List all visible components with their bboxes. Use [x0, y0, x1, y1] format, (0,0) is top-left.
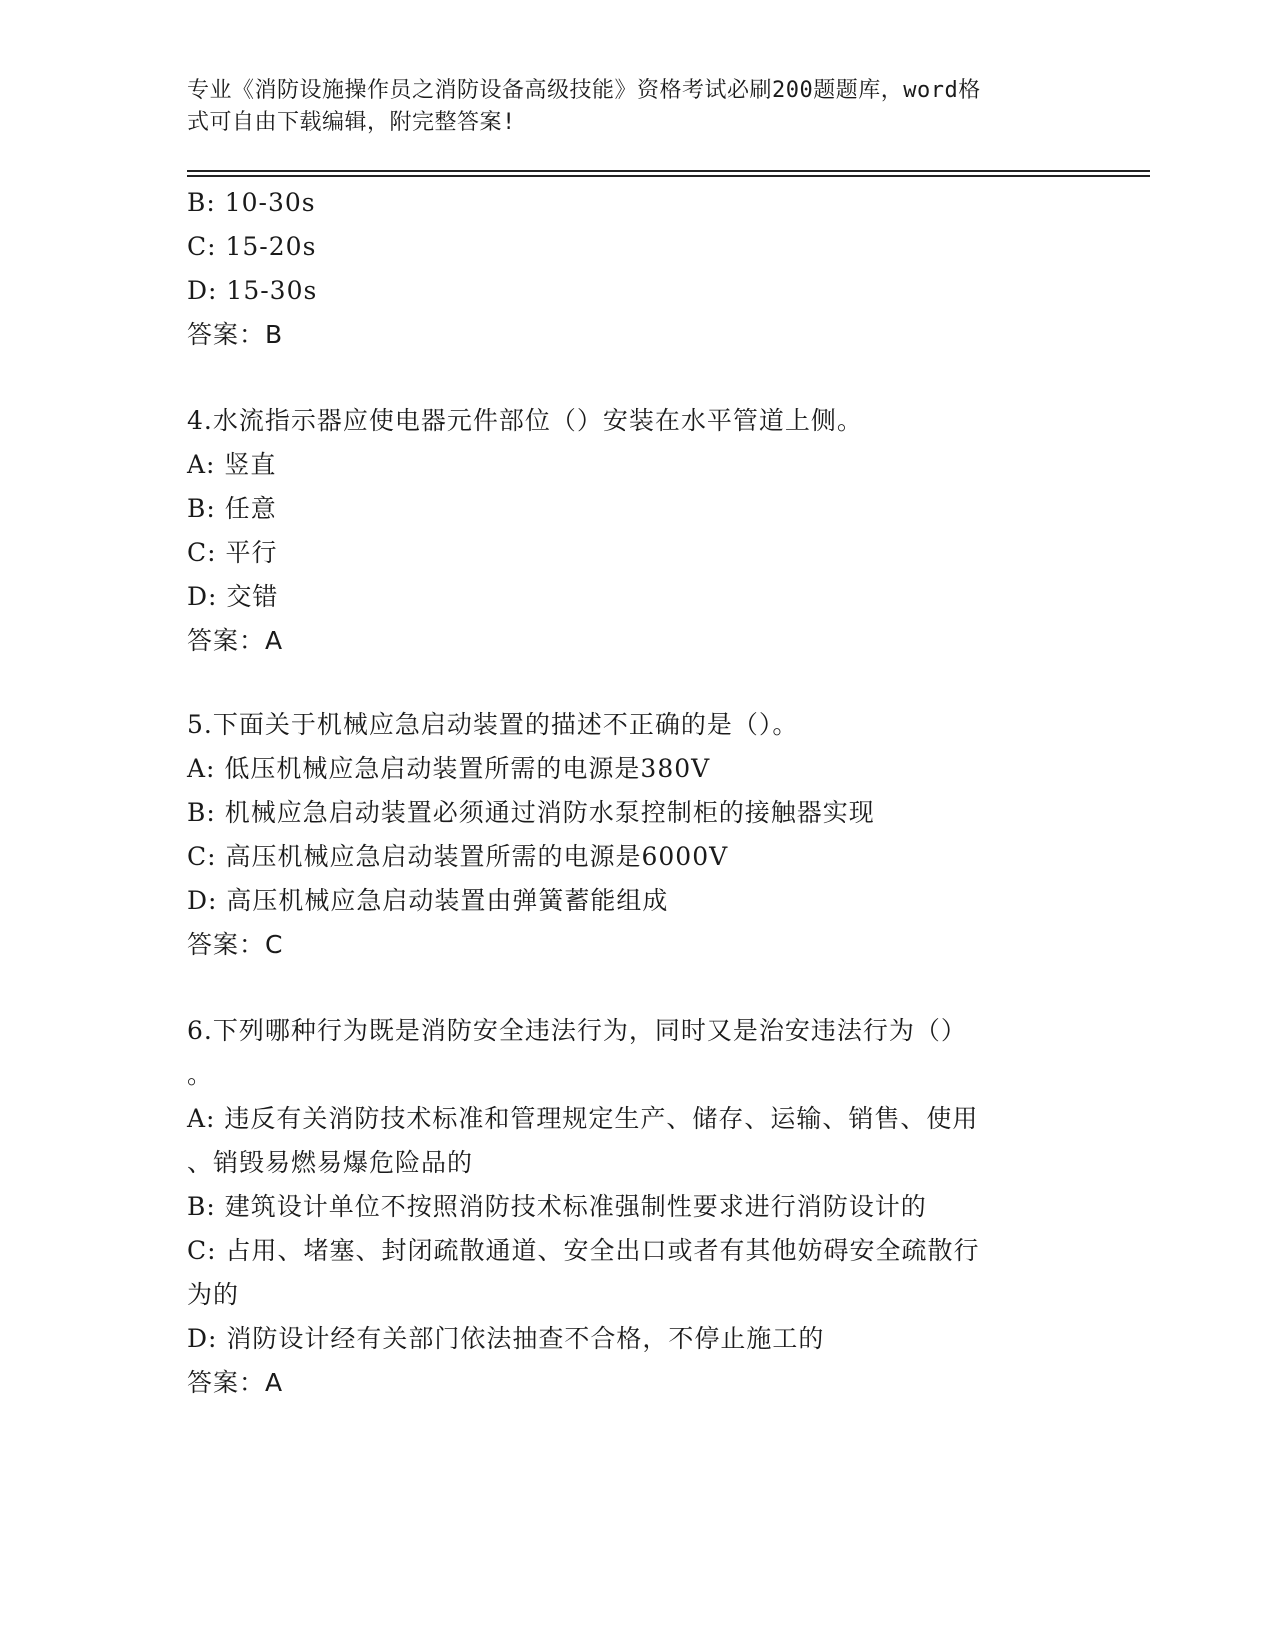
q4-question: 4.水流指示器应使电器元件部位（）安装在水平管道上侧。 — [187, 406, 863, 435]
q4-answer: 答案：A — [187, 626, 284, 655]
header-rule-lower — [187, 175, 1150, 177]
document-header — [187, 75, 1067, 139]
q4-option-b: B: 任意 — [187, 494, 277, 523]
q6-question-line-2: 。 — [187, 1060, 214, 1089]
q5-option-d: D: 高压机械应急启动装置由弹簧蓄能组成 — [187, 886, 669, 915]
q3-option-c: C: 15-20s — [187, 232, 317, 261]
q4-option-c: C: 平行 — [187, 538, 278, 567]
q6-question-line-1: 6.下列哪种行为既是消防安全违法行为，同时又是治安违法行为（） — [187, 1016, 967, 1045]
header-line-1: 专业《消防设施操作员之消防设备高级技能》资格考试必刷200题题库，word格 — [187, 78, 981, 103]
header-rule-upper — [187, 170, 1150, 172]
header-line-2: 式可自由下载编辑，附完整答案! — [187, 110, 516, 135]
q5-answer: 答案：C — [187, 930, 284, 959]
q5-option-a: A: 低压机械应急启动装置所需的电源是380V — [187, 754, 711, 783]
q6-option-c-line-2: 为的 — [187, 1280, 240, 1309]
q6-option-b: B: 建筑设计单位不按照消防技术标准强制性要求进行消防设计的 — [187, 1192, 927, 1221]
q4-option-d: D: 交错 — [187, 582, 279, 611]
q6-answer: 答案：A — [187, 1368, 284, 1397]
q5-option-c: C: 高压机械应急启动装置所需的电源是6000V — [187, 842, 729, 871]
q3-option-d: D: 15-30s — [187, 276, 318, 305]
q5-question: 5.下面关于机械应急启动装置的描述不正确的是（）。 — [187, 710, 799, 739]
q6-option-a-line-2: 、销毁易燃易爆危险品的 — [187, 1148, 474, 1177]
q5-option-b: B: 机械应急启动装置必须通过消防水泵控制柜的接触器实现 — [187, 798, 875, 827]
q6-option-c-line-1: C: 占用、堵塞、封闭疏散通道、安全出口或者有其他妨碍安全疏散行 — [187, 1236, 980, 1265]
q4-option-a: A: 竖直 — [187, 450, 277, 479]
q3-answer: 答案：B — [187, 320, 284, 349]
q3-option-b: B: 10-30s — [187, 188, 316, 217]
q6-option-a-line-1: A: 违反有关消防技术标准和管理规定生产、储存、运输、销售、使用 — [187, 1104, 979, 1133]
q6-option-d: D: 消防设计经有关部门依法抽查不合格，不停止施工的 — [187, 1324, 825, 1353]
